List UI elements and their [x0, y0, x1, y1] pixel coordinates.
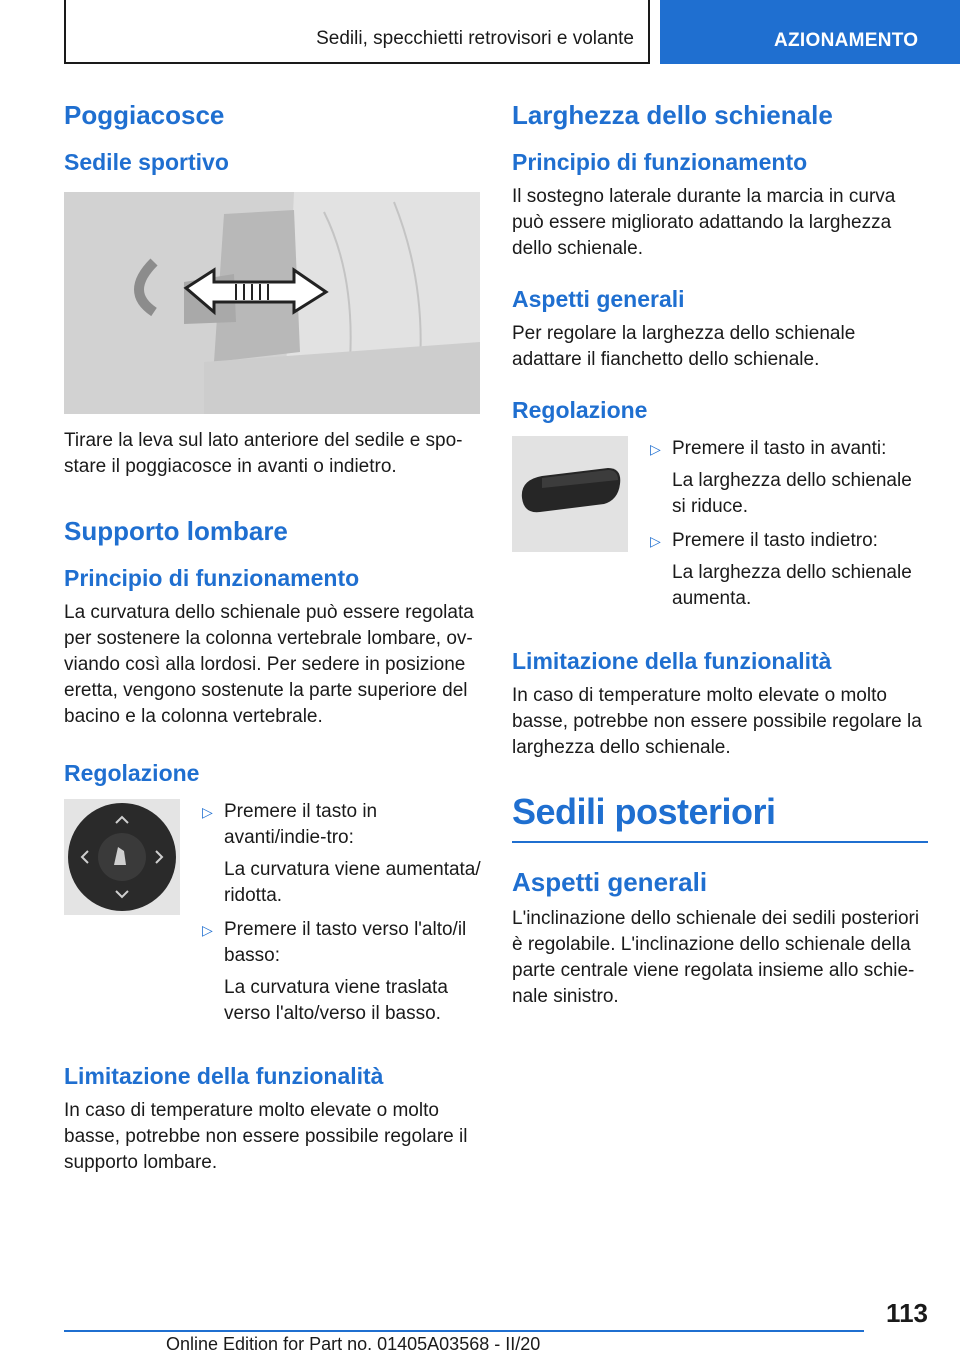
paragraph-aspetti-larghezza: Per regolare la larghezza dello schienale adattare il fianchetto dello schienale. [512, 323, 856, 370]
list-item-result: La curvatura viene traslata verso l'alto/verso il basso. [224, 977, 448, 1024]
regolazione-larghezza-list [650, 436, 928, 612]
heading-larghezza-schienale: Larghezza dello schienale [512, 100, 833, 130]
list-item-result: La curvatura viene aumentata/ ridotta. [224, 859, 481, 906]
triangle-bullet-icon: ▷ [202, 804, 213, 820]
paragraph-principio-lombare: La curvatura dello schienale può essere regolata per sostenere la colonna vertebrale lombare, ov-viando così alla lordosi. Per sedere in posizione eretta, vengono sostenute la parte superiore del bacino e la colonna vertebrale. [64, 602, 474, 727]
list-item-action: Premere il tasto indietro: [672, 530, 878, 551]
paragraph-aspetti-posteriori: L'inclinazione dello schienale dei sedili posteriori è regolabile. L'inclinazione dello schienale della parte centrale viene regolata insieme allo schie-nale sinistro. [512, 908, 920, 1007]
triangle-bullet-icon: ▷ [650, 533, 661, 549]
paragraph-poggiacosce: Tirare la leva sul lato anteriore del sedile e spo-stare il poggiacosce in avanti o indietro. [64, 430, 463, 477]
heading-principio-larghezza: Principio di funzionamento [512, 149, 808, 175]
heading-limitazione-lombare: Limitazione della funzionalità [64, 1063, 384, 1089]
heading-sedile-sportivo: Sedile sportivo [64, 149, 229, 175]
footer-edition-text: Online Edition for Part no. 01405A03568 - II/20 [166, 1334, 541, 1354]
list-item-action: Premere il tasto verso l'alto/il basso: [224, 919, 467, 966]
seat-cushion-photo [64, 192, 480, 414]
regolazione-larghezza-block [512, 436, 928, 612]
paragraph-limitazione-larghezza: In caso di temperature molto elevate o molto basse, potrebbe non essere possibile regolare la larghezza dello schienale. [512, 685, 922, 758]
list-item [202, 917, 482, 1027]
heading-supporto-lombare: Supporto lombare [64, 516, 288, 546]
lumbar-control-knob-illustration [64, 799, 180, 915]
regolazione-lombare-block [64, 799, 482, 1027]
heading-principio-lombare: Principio di funzionamento [64, 565, 360, 591]
header-chapter-tab [660, 0, 960, 64]
list-item-action: Premere il tasto in avanti/indie-tro: [224, 801, 378, 848]
heading-limitazione-larghezza: Limitazione della funzionalità [512, 648, 832, 674]
paragraph-principio-larghezza: Il sostegno laterale durante la marcia in curva può essere migliorato adattando la larghezza dello schienale. [512, 186, 896, 259]
page-number: 113 [886, 1298, 928, 1328]
regolazione-lombare-list [202, 799, 482, 1027]
heading-poggiacosce: Poggiacosce [64, 100, 225, 130]
heading-sedili-posteriori: Sedili posteriori [512, 791, 928, 843]
header-chapter-title: AZIONAMENTO [774, 30, 919, 51]
list-item [650, 436, 928, 520]
header-section-title: Sedili, specchietti retrovisori e volante [316, 28, 634, 49]
list-item-result: La larghezza dello schienale aumenta. [672, 562, 912, 609]
heading-regolazione-larghezza: Regolazione [512, 397, 648, 423]
width-switch-photo [512, 436, 628, 552]
list-item-action: Premere il tasto in avanti: [672, 438, 887, 459]
width-switch-illustration [512, 436, 628, 552]
paragraph-limitazione-lombare: In caso di temperature molto elevate o molto basse, potrebbe non essere possibile regolare il supporto lombare. [64, 1100, 468, 1173]
heading-aspetti-posteriori: Aspetti generali [512, 867, 708, 897]
heading-aspetti-larghezza: Aspetti generali [512, 286, 685, 312]
triangle-bullet-icon: ▷ [202, 922, 213, 938]
list-item [650, 528, 928, 612]
right-column [512, 100, 928, 1010]
list-item-result: La larghezza dello schienale si riduce. [672, 470, 912, 517]
header-section-box [64, 0, 650, 64]
seat-lever-illustration [64, 192, 480, 414]
heading-regolazione-lombare: Regolazione [64, 760, 200, 786]
footer-divider [64, 1330, 864, 1332]
lumbar-control-photo [64, 799, 180, 915]
triangle-bullet-icon: ▷ [650, 441, 661, 457]
left-column [64, 100, 482, 1176]
list-item [202, 799, 482, 909]
